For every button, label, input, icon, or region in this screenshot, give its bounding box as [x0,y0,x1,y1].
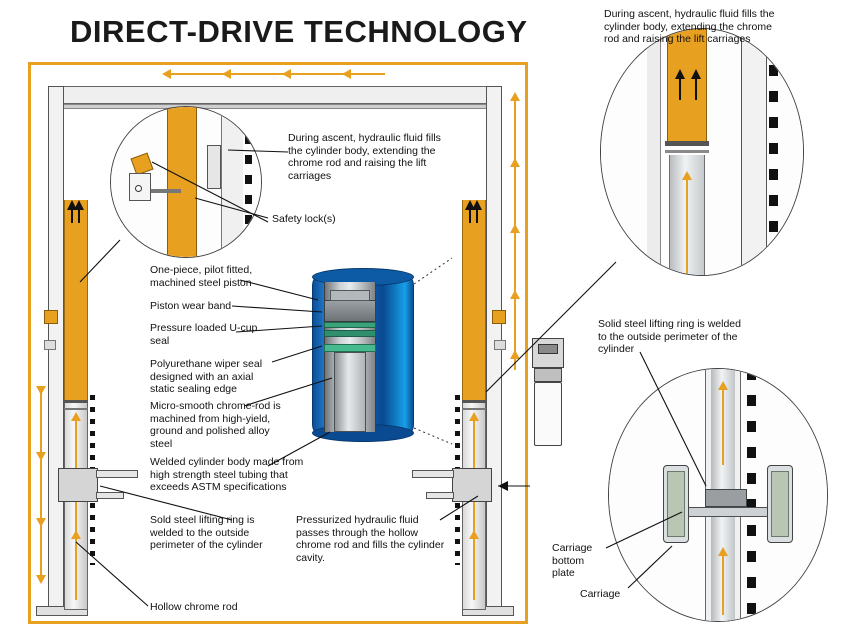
right-supply-arrow-1 [510,92,520,101]
right-carriage-arm [412,470,454,478]
inset-top-right [600,28,804,276]
piston-top-cap [330,290,370,301]
right-supply-arrow-2 [510,158,520,167]
inset-tr-arrow-1-shaft [679,78,681,100]
inset-bottom-right [608,368,828,622]
left-return-arrow-2 [36,452,46,461]
inset-br-carriage-left-accent [667,471,685,537]
right-inner-cylinder-yellow [462,200,486,400]
inset-tr-band-1 [665,141,709,146]
flow-arrow-shaft-top [170,73,385,75]
left-inner-cylinder-yellow [64,200,88,400]
wiper-seal [324,344,376,352]
left-carriage-arm [96,470,138,478]
piston-wear-band [324,322,376,328]
callout-lifting-ring-right: Solid steel lifting ring is welded to the outside perimeter of the cylinder [598,318,741,355]
power-unit-motor-detail [538,344,558,354]
left-lock-tab-lower [44,340,56,350]
callout-cylinder-body: Welded cylinder body made from high strength steel tubing that exceeds ASTM specifications [150,456,304,493]
inset-tr-band-2 [665,150,709,153]
right-supply-shaft [514,100,516,370]
callout-piston: One-piece, pilot fitted, machined steel piston [150,264,253,289]
right-safety-lock-tab [492,310,506,324]
left-tube-flow-arrow-1 [71,412,81,421]
left-carriage-arm-lower [96,492,124,499]
inset-tr-flow-shaft [686,179,688,275]
inset-br-flow-arrow-top [718,381,728,390]
callout-carriage: Carriage [580,588,621,600]
left-carriage [58,468,98,502]
callout-ucup-seal: Pressure loaded U-cup seal [150,322,258,347]
right-supply-arrow-3 [510,224,520,233]
left-return-shaft [40,392,42,582]
chrome-rod-section [334,352,366,432]
inset-tl-notch-strip [245,115,252,251]
left-tube-flow-shaft [75,420,77,600]
inset-tl-lock-bar [151,189,181,193]
inset-tr-flow-arrow [682,171,692,180]
page-title: DIRECT-DRIVE TECHNOLOGY [70,14,528,49]
power-unit-reservoir [534,382,562,446]
callout-carriage-bottom-plate: Carriage bottom plate [552,542,593,579]
callout-safety-locks: Safety lock(s) [272,213,336,225]
callout-pressurized-fluid: Pressurized hydraulic fluid passes through the hollow chrome rod and fills the cylinder cavity. [296,514,445,564]
left-cyl-arrow-group [66,200,86,222]
callout-hollow-chrome-rod: Hollow chrome rod [150,601,238,613]
flow-arrow-top-2 [222,69,231,79]
left-safety-lock-tab [44,310,58,324]
right-supply-arrow-5 [510,350,520,359]
left-tube-flow-arrow-3 [71,530,81,539]
callout-ascent-main: During ascent, hydraulic fluid fills the cylinder body, extending the chrome rod and raising the lift carriages [288,132,441,182]
inset-tr-left-edge [647,29,661,276]
inset-tl-yellow-cylinder [167,107,197,258]
inset-top-left [110,106,262,258]
right-cyl-arrow-group [464,200,484,222]
right-tube-flow-arrow-1 [469,412,479,421]
inset-br-flow-shaft-top [722,389,724,465]
right-tube-flow-arrow-3 [469,530,479,539]
inset-tr-arrow-2-shaft [695,78,697,100]
inset-br-flow-arrow-bottom [718,547,728,556]
callout-lifting-ring-left: Sold steel lifting ring is welded to the outside perimeter of the cylinder [150,514,263,551]
right-carriage-arm-lower [426,492,454,499]
flow-arrow-top-3 [282,69,291,79]
overhead-beam [48,86,500,104]
right-lock-tab-lower [494,340,506,350]
inset-br-notch-strip [747,369,756,622]
left-tube-band-2 [64,408,88,410]
left-return-arrow-4 [36,575,46,584]
right-supply-arrow-4 [510,290,520,299]
flow-arrow-top-1 [162,69,171,79]
inset-br-carriage-bottom-plate [683,507,771,517]
ucup-seal [324,330,376,337]
inset-tl-lock-pin [135,185,142,192]
left-tube-band-1 [64,400,88,403]
inset-br-carriage-right-accent [771,471,789,537]
inset-br-lifting-ring [705,489,747,507]
inset-tr-notch-strip [769,39,778,269]
right-tube-band-2 [462,408,486,410]
inset-tr-post [741,29,767,276]
callout-wiper-seal: Polyurethane wiper seal designed with an axial static sealing edge [150,358,263,395]
inset-tr-yellow-cylinder [667,29,707,141]
piston-head [324,300,376,322]
right-tube-flow-shaft [473,420,475,600]
inset-br-flow-shaft-bottom [722,555,724,615]
left-return-arrow-1 [36,386,46,395]
power-unit-pump [534,368,562,382]
callout-chrome-rod: Micro-smooth chrome-rod is machined from high-yield, ground and polished alloy steel [150,400,281,450]
right-tube-band-1 [462,400,486,403]
left-return-arrow-3 [36,518,46,527]
inset-tl-post-edge [221,107,243,258]
right-carriage [452,468,492,502]
inset-tl-latch-block [207,145,221,189]
callout-wear-band: Piston wear band [150,300,232,312]
flow-arrow-top-4 [342,69,351,79]
callout-ascent-topright: During ascent, hydraulic fluid fills the cylinder body, extending the chrome rod and raising the lift carriages [604,8,775,45]
